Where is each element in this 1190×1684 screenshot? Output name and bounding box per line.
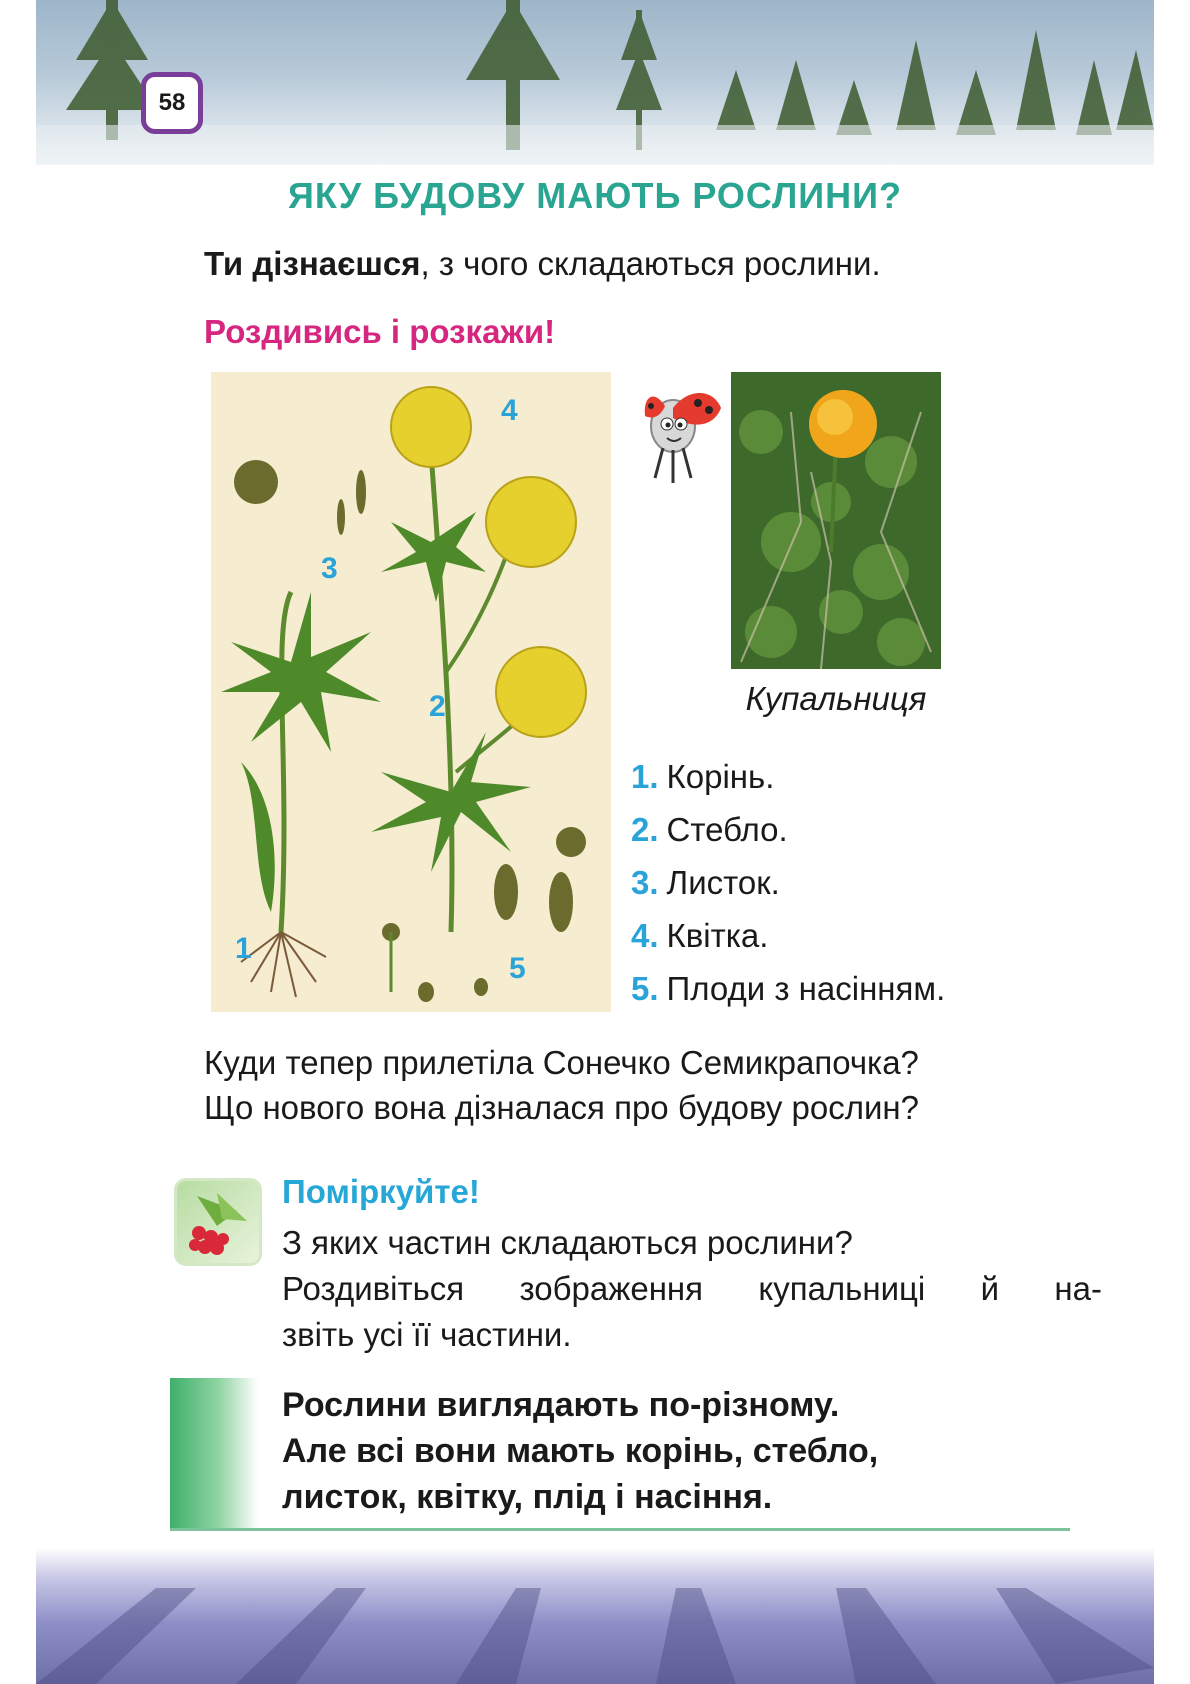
berries-icon — [174, 1178, 262, 1266]
summary-line-2: Але всі вони мають корінь, стебло, — [282, 1432, 879, 1470]
think-heading: Поміркуйте! — [282, 1173, 480, 1210]
globeflower-photo — [731, 372, 941, 669]
list-item — [631, 962, 945, 1015]
page-title: ЯКУ БУДОВУ МАЮТЬ РОСЛИНИ? — [287, 175, 903, 216]
label-4: 4 — [501, 394, 518, 427]
item-text: Листок. — [666, 864, 780, 901]
list-item — [631, 750, 945, 803]
ladybug-icon — [643, 378, 725, 488]
plant-parts-list — [631, 750, 945, 1015]
item-text: Стебло. — [666, 811, 788, 848]
item-number: 1. — [631, 758, 659, 795]
textbook-page — [36, 0, 1154, 1684]
list-item — [631, 909, 945, 962]
summary-accent-bar — [170, 1378, 258, 1530]
item-number: 4. — [631, 917, 659, 954]
list-item — [631, 856, 945, 909]
page-number-badge: 58 — [141, 72, 203, 134]
label-1: 1 — [235, 932, 252, 965]
item-number: 3. — [631, 864, 659, 901]
label-3: 3 — [321, 552, 338, 585]
label-5: 5 — [509, 952, 526, 985]
summary-underline — [170, 1528, 1070, 1531]
intro-bold: Ти дізнаєшся — [204, 245, 421, 282]
intro-rest: , з чого складаються рослини. — [420, 245, 881, 282]
item-text: Плоди з насінням. — [666, 970, 946, 1007]
intro-text — [204, 245, 881, 283]
item-number: 2. — [631, 811, 659, 848]
summary-line-3: листок, квітку, плід і насіння. — [282, 1478, 773, 1516]
label-2: 2 — [429, 690, 446, 723]
think-line-1: З яких частин складаються рослини? — [282, 1224, 853, 1261]
think-line-2: Роздивіться зображення купальниці й на- — [282, 1270, 1102, 1307]
ladybug-question — [204, 1040, 919, 1130]
footer-landscape-image — [36, 1548, 1154, 1684]
list-item — [631, 803, 945, 856]
summary-text — [282, 1382, 878, 1520]
summary-line-1: Рослини виглядають по-різному. — [282, 1386, 840, 1424]
think-text — [282, 1220, 1102, 1358]
question-line-1: Куди тепер прилетіла Сонечко Семикрапочка? — [204, 1044, 919, 1081]
summary-box — [170, 1378, 1070, 1530]
item-text: Корінь. — [666, 758, 775, 795]
question-line-2: Що нового вона дізналася про будову рослин? — [204, 1089, 919, 1126]
header-forest-image — [36, 0, 1154, 165]
item-text: Квітка. — [666, 917, 769, 954]
plant-diagram-image — [211, 372, 611, 1012]
think-line-3: звіть усі її частини. — [282, 1316, 572, 1353]
item-number: 5. — [631, 970, 659, 1007]
look-and-tell-heading: Роздивись і розкажи! — [204, 313, 556, 350]
photo-caption: Купальниця — [745, 680, 927, 717]
